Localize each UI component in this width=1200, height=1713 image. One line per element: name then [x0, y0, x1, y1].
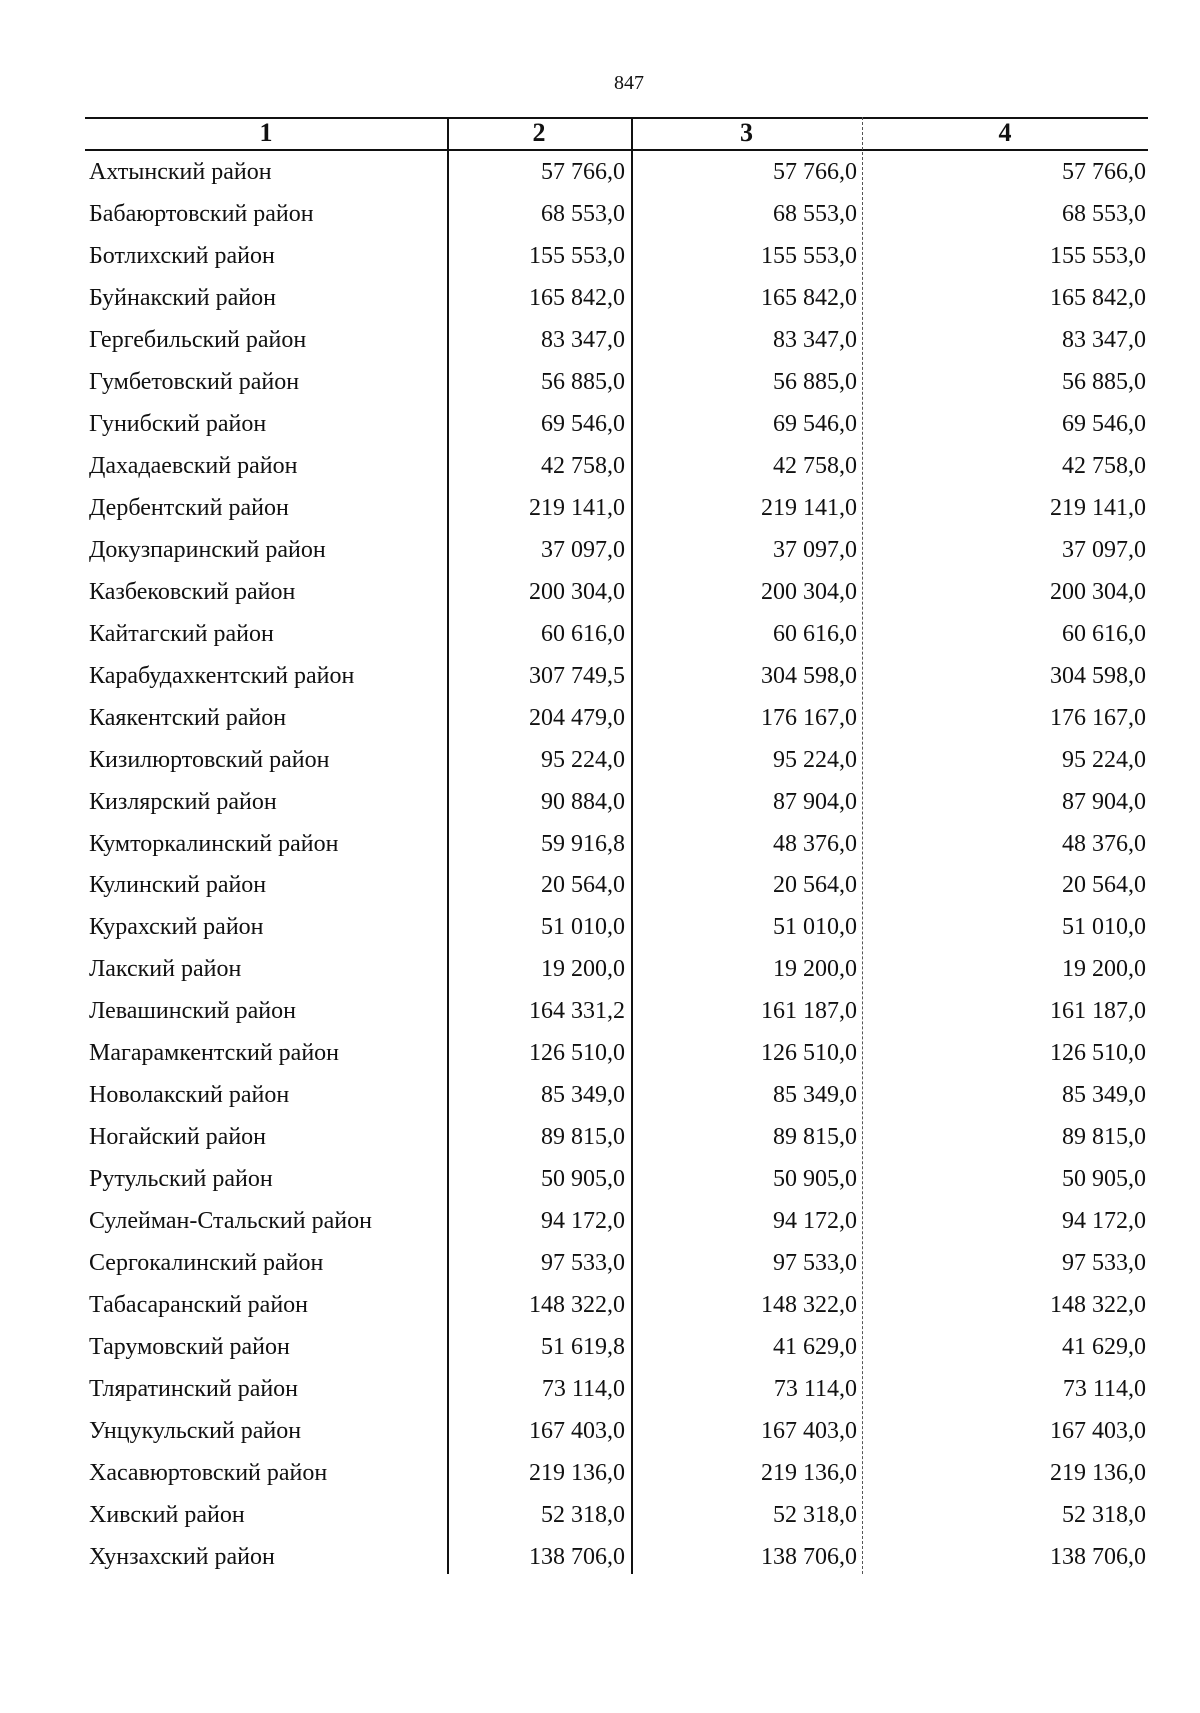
- district-name-cell: Ботлихский район: [89, 242, 275, 269]
- table-body: [85, 151, 1148, 1578]
- district-name-cell: Буйнакский район: [89, 284, 276, 311]
- column-3-value-cell: 52 318,0: [773, 1502, 857, 1528]
- column-2-value-cell: 56 885,0: [541, 368, 625, 395]
- column-4-value-cell: 304 598,0: [1050, 662, 1146, 689]
- column-2-value-cell: 165 842,0: [529, 284, 625, 311]
- column-2-value-cell: 97 533,0: [541, 1250, 625, 1277]
- district-name-cell: Дербентский район: [89, 494, 289, 521]
- column-2-value-cell: 204 479,0: [529, 704, 625, 731]
- column-2-value-cell: 59 916,8: [541, 830, 625, 857]
- district-name-cell: Кайтагский район: [89, 620, 274, 647]
- table-row: [85, 948, 1148, 990]
- table-row: [85, 1116, 1148, 1158]
- column-4-value-cell: 73 114,0: [1062, 1376, 1146, 1403]
- column-4-value-cell: 94 172,0: [1062, 1208, 1146, 1235]
- district-name-cell: Левашинский район: [89, 998, 296, 1025]
- column-2-value-cell: 51 619,8: [541, 1334, 625, 1361]
- table-row: [85, 655, 1148, 697]
- column-3-value-cell: 126 510,0: [761, 1040, 857, 1067]
- column-2-value-cell: 19 200,0: [541, 956, 625, 983]
- column-2-value-cell: 68 553,0: [541, 200, 625, 227]
- page-number: 847: [614, 72, 644, 94]
- table-row: [85, 445, 1148, 487]
- column-4-value-cell: 155 553,0: [1050, 242, 1146, 269]
- table-row: [85, 1410, 1148, 1452]
- table-row: [85, 571, 1148, 613]
- column-4-value-cell: 57 766,0: [1062, 159, 1146, 185]
- column-4-value-cell: 20 564,0: [1062, 872, 1146, 899]
- table-row: [85, 739, 1148, 781]
- column-3-value-cell: 51 010,0: [773, 914, 857, 941]
- column-3-value-cell: 87 904,0: [773, 788, 857, 815]
- table-row: [85, 1158, 1148, 1200]
- column-3-value-cell: 42 758,0: [773, 452, 857, 479]
- column-header-1: 1: [259, 118, 273, 147]
- table-row: [85, 781, 1148, 823]
- column-4-value-cell: 48 376,0: [1062, 830, 1146, 857]
- column-3-value-cell: 41 629,0: [773, 1334, 857, 1361]
- column-3-value-cell: 219 141,0: [761, 494, 857, 521]
- column-4-value-cell: 200 304,0: [1050, 578, 1146, 605]
- table-row: [85, 1368, 1148, 1410]
- table-row: [85, 1242, 1148, 1284]
- column-2-value-cell: 90 884,0: [541, 788, 625, 815]
- column-2-value-cell: 126 510,0: [529, 1040, 625, 1067]
- column-2-value-cell: 307 749,5: [529, 662, 625, 689]
- column-3-value-cell: 57 766,0: [773, 159, 857, 185]
- district-name-cell: Магарамкентский район: [89, 1040, 340, 1067]
- column-4-value-cell: 51 010,0: [1062, 914, 1146, 941]
- column-2-value-cell: 73 114,0: [541, 1376, 625, 1403]
- column-3-value-cell: 48 376,0: [773, 830, 857, 857]
- column-2-value-cell: 51 010,0: [541, 914, 625, 941]
- district-name-cell: Дахадаевский район: [89, 452, 298, 479]
- column-3-value-cell: 83 347,0: [773, 326, 857, 353]
- district-name-cell: Унцукульский район: [89, 1418, 302, 1445]
- column-3-value-cell: 148 322,0: [761, 1292, 857, 1319]
- district-name-cell: Бабаюртовский район: [89, 200, 314, 227]
- column-2-value-cell: 155 553,0: [529, 242, 625, 269]
- column-4-value-cell: 52 318,0: [1062, 1502, 1146, 1528]
- column-3-value-cell: 165 842,0: [761, 284, 857, 311]
- table-row: [85, 487, 1148, 529]
- table-row: [85, 1200, 1148, 1242]
- column-3-value-cell: 94 172,0: [773, 1208, 857, 1235]
- table-header: [85, 117, 1148, 149]
- district-name-cell: Тляратинский район: [89, 1376, 299, 1403]
- column-4-value-cell: 89 815,0: [1062, 1124, 1146, 1151]
- district-name-cell: Кизилюртовский район: [89, 746, 330, 773]
- table-row: [85, 151, 1148, 193]
- column-4-value-cell: 41 629,0: [1062, 1334, 1146, 1361]
- column-header-3: 3: [740, 118, 753, 147]
- column-3-value-cell: 37 097,0: [773, 536, 857, 563]
- table-row: [85, 235, 1148, 277]
- column-4-value-cell: 176 167,0: [1050, 704, 1146, 731]
- column-2-value-cell: 60 616,0: [541, 620, 625, 647]
- district-name-cell: Гумбетовский район: [89, 368, 300, 395]
- column-3-value-cell: 50 905,0: [773, 1166, 857, 1193]
- column-2-value-cell: 95 224,0: [541, 746, 625, 773]
- column-4-value-cell: 37 097,0: [1062, 536, 1146, 563]
- table-row: [85, 1326, 1148, 1368]
- column-4-value-cell: 167 403,0: [1050, 1418, 1146, 1445]
- district-name-cell: Новолакский район: [89, 1082, 290, 1109]
- district-name-cell: Табасаранский район: [89, 1292, 309, 1319]
- table-row: [85, 1452, 1148, 1494]
- column-4-value-cell: 83 347,0: [1062, 326, 1146, 353]
- table-row: [85, 529, 1148, 571]
- column-2-value-cell: 219 136,0: [529, 1460, 625, 1487]
- column-4-value-cell: 42 758,0: [1062, 452, 1146, 479]
- table-row: [85, 1494, 1148, 1536]
- column-3-value-cell: 138 706,0: [761, 1543, 857, 1570]
- column-4-value-cell: 161 187,0: [1050, 998, 1146, 1025]
- table-row: [85, 1074, 1148, 1116]
- column-3-value-cell: 19 200,0: [773, 956, 857, 983]
- district-name-cell: Докузпаринский район: [89, 536, 326, 563]
- column-2-value-cell: 50 905,0: [541, 1166, 625, 1193]
- column-2-value-cell: 94 172,0: [541, 1208, 625, 1235]
- table-row: [85, 193, 1148, 235]
- column-3-value-cell: 176 167,0: [761, 704, 857, 731]
- district-name-cell: Каякентский район: [89, 704, 287, 731]
- column-4-value-cell: 126 510,0: [1050, 1040, 1146, 1067]
- district-name-cell: Тарумовский район: [89, 1334, 290, 1361]
- district-name-cell: Курахский район: [89, 914, 264, 941]
- district-name-cell: Лакский район: [89, 956, 242, 983]
- column-2-value-cell: 85 349,0: [541, 1082, 625, 1109]
- column-2-value-cell: 219 141,0: [529, 494, 625, 521]
- column-4-value-cell: 148 322,0: [1050, 1292, 1146, 1319]
- district-name-cell: Хасавюртовский район: [89, 1460, 328, 1487]
- table-row: [85, 613, 1148, 655]
- district-name-cell: Кулинский район: [89, 872, 267, 899]
- table-row: [85, 697, 1148, 739]
- column-4-value-cell: 138 706,0: [1050, 1543, 1146, 1570]
- column-2-value-cell: 20 564,0: [541, 872, 625, 899]
- column-3-value-cell: 69 546,0: [773, 410, 857, 437]
- column-4-value-cell: 97 533,0: [1062, 1250, 1146, 1277]
- column-2-value-cell: 200 304,0: [529, 578, 625, 605]
- district-name-cell: Ахтынский район: [89, 159, 272, 185]
- column-4-value-cell: 19 200,0: [1062, 956, 1146, 983]
- column-3-value-cell: 68 553,0: [773, 200, 857, 227]
- column-2-value-cell: 148 322,0: [529, 1292, 625, 1319]
- column-2-value-cell: 138 706,0: [529, 1543, 625, 1570]
- district-name-cell: Гунибский район: [89, 410, 267, 437]
- column-4-value-cell: 219 136,0: [1050, 1460, 1146, 1487]
- column-3-value-cell: 89 815,0: [773, 1124, 857, 1151]
- column-4-value-cell: 69 546,0: [1062, 410, 1146, 437]
- column-4-value-cell: 68 553,0: [1062, 200, 1146, 227]
- column-2-value-cell: 167 403,0: [529, 1418, 625, 1445]
- column-header-4: 4: [998, 118, 1012, 147]
- column-2-value-cell: 83 347,0: [541, 326, 625, 353]
- column-3-value-cell: 161 187,0: [761, 998, 857, 1025]
- district-name-cell: Гергебильский район: [89, 326, 307, 353]
- district-name-cell: Рутульский район: [89, 1166, 273, 1193]
- table-row: [85, 1032, 1148, 1074]
- table-row: [85, 277, 1148, 319]
- table-row: [85, 319, 1148, 361]
- column-4-value-cell: 60 616,0: [1062, 620, 1146, 647]
- column-2-value-cell: 164 331,2: [529, 998, 625, 1025]
- table-row: [85, 361, 1148, 403]
- district-name-cell: Хунзахский район: [89, 1543, 275, 1570]
- column-2-value-cell: 89 815,0: [541, 1124, 625, 1151]
- column-2-value-cell: 69 546,0: [541, 410, 625, 437]
- column-3-value-cell: 219 136,0: [761, 1460, 857, 1487]
- table-row: [85, 403, 1148, 445]
- column-4-value-cell: 56 885,0: [1062, 368, 1146, 395]
- column-3-value-cell: 95 224,0: [773, 746, 857, 773]
- table-row: [85, 990, 1148, 1032]
- column-4-value-cell: 95 224,0: [1062, 746, 1146, 773]
- district-name-cell: Сергокалинский район: [89, 1250, 324, 1277]
- column-4-value-cell: 85 349,0: [1062, 1082, 1146, 1109]
- column-header-2: 2: [532, 118, 546, 147]
- table-row: [85, 864, 1148, 906]
- table-row: [85, 823, 1148, 865]
- district-name-cell: Ногайский район: [89, 1124, 267, 1151]
- district-name-cell: Казбековский район: [89, 578, 296, 605]
- column-3-value-cell: 20 564,0: [773, 872, 857, 899]
- column-4-value-cell: 219 141,0: [1050, 494, 1146, 521]
- column-3-value-cell: 304 598,0: [761, 662, 857, 689]
- column-3-value-cell: 73 114,0: [773, 1376, 857, 1403]
- column-3-value-cell: 155 553,0: [761, 242, 857, 269]
- column-4-value-cell: 50 905,0: [1062, 1166, 1146, 1193]
- column-3-value-cell: 85 349,0: [773, 1082, 857, 1109]
- district-name-cell: Кизлярский район: [89, 788, 277, 815]
- table-row: [85, 1284, 1148, 1326]
- district-name-cell: Кумторкалинский район: [89, 830, 339, 857]
- column-3-value-cell: 167 403,0: [761, 1418, 857, 1445]
- column-3-value-cell: 200 304,0: [761, 578, 857, 605]
- table-row: [85, 1536, 1148, 1578]
- district-name-cell: Хивский район: [89, 1502, 245, 1528]
- column-2-value-cell: 37 097,0: [541, 536, 625, 563]
- column-3-value-cell: 56 885,0: [773, 368, 857, 395]
- column-3-value-cell: 97 533,0: [773, 1250, 857, 1277]
- column-2-value-cell: 52 318,0: [541, 1502, 625, 1528]
- column-3-value-cell: 60 616,0: [773, 620, 857, 647]
- table-row: [85, 906, 1148, 948]
- column-2-value-cell: 57 766,0: [541, 159, 625, 185]
- column-4-value-cell: 165 842,0: [1050, 284, 1146, 311]
- district-name-cell: Карабудахкентский район: [89, 662, 355, 689]
- column-2-value-cell: 42 758,0: [541, 452, 625, 479]
- column-4-value-cell: 87 904,0: [1062, 788, 1146, 815]
- district-name-cell: Сулейман-Стальский район: [89, 1208, 372, 1235]
